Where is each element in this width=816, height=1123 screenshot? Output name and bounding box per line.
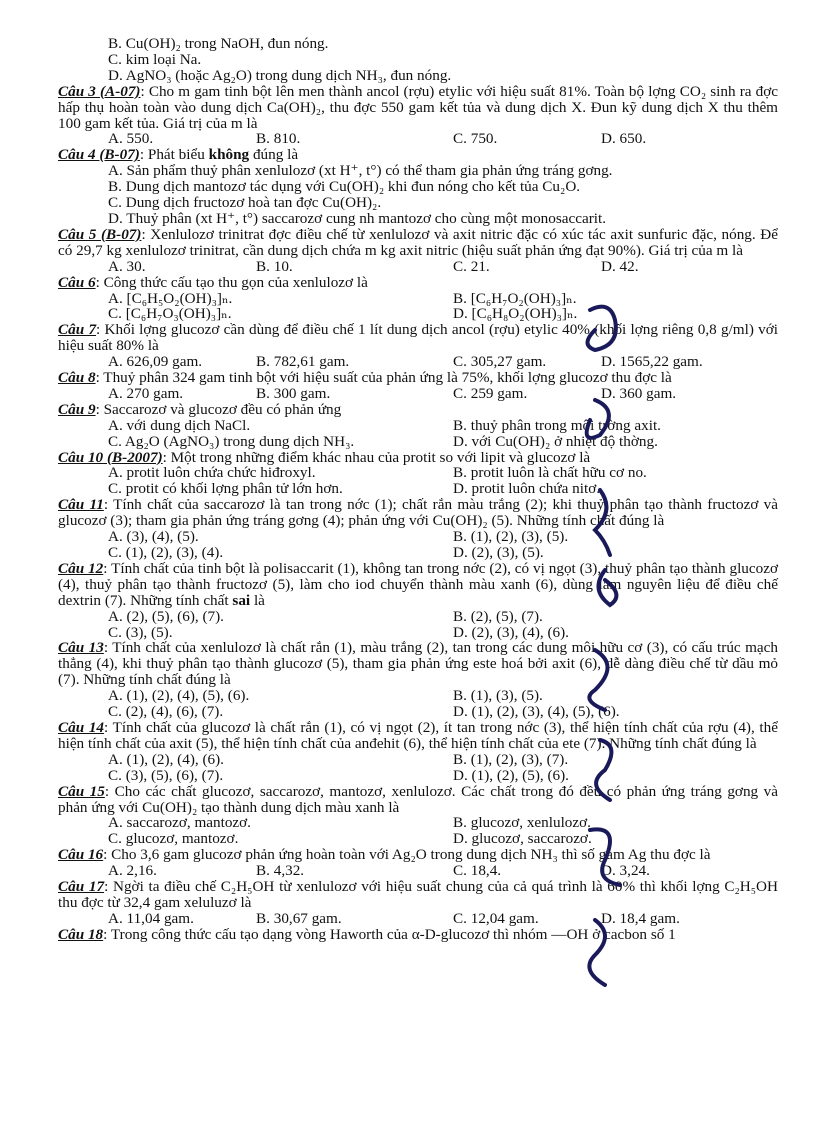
answer-row [58,386,778,402]
answer-option: B. glucozơ, xenlulozơ. [453,814,591,832]
question-label: Câu 14 [58,718,105,736]
answer-row [58,418,778,434]
question-label: Câu 8 [58,369,96,387]
question-text: : Saccarozơ và glucozơ đều có phản ứng [95,400,342,418]
question-label: Câu 13 [58,639,104,657]
answer-option: B. 810. [256,130,301,148]
keyword: sai [232,591,251,609]
answer-option: A. (1), (2), (4), (6). [108,750,224,768]
answer-option: D. 1565,22 gam. [601,353,703,371]
answer-row [58,815,778,831]
question-label: Câu 3 (A-07) [58,82,141,100]
question-text: : Phát biểu [139,146,209,164]
answer-option: D. Thuỷ phân (xt H⁺, t°) saccarozơ cung nh mantozơ cho cùng một monosaccarit. [108,209,607,227]
question-label: Câu 9 [58,400,96,418]
answer-option: C. 18,4. [453,862,502,880]
question-text: : Cho 3,6 gam glucozơ phản ứng hoàn toàn với Ag₂O trong dung dịch NH₃ thì số gam Ag thu đợc là [103,846,711,864]
question-text: : Thuỷ phân 324 gam tinh bột với hiệu suất của phản ứng là 75%, khối lợng glucozơ thu đợc là [95,369,672,387]
answer-option: D. (1), (2), (3), (4), (5), (6). [453,703,620,721]
answer-option: B. thuỷ phân trong môi trờng axit. [453,416,661,434]
answer-option: D. 650. [601,130,647,148]
question [58,497,778,529]
question [58,720,778,752]
question-text: : Công thức cấu tạo thu gọn của xenlulozơ là [95,273,368,291]
answer-row [58,688,778,704]
answer-option: A. (3), (4), (5). [108,528,199,546]
answer-option: A. [C₆H₅O₂(OH)₃]ₙ. [108,289,233,307]
answer-option: C. 750. [453,130,498,148]
answer-option: A. 30. [108,257,146,275]
answer-option: A. 626,09 gam. [108,353,203,371]
question [58,147,778,163]
answer-option: B. (1), (3), (5). [453,687,543,705]
question-text: : Ngời ta điều chế C₂H₅OH từ xenlulozơ với hiệu suất chung của cả quá trình là 60% thì khối lợng C₂H₅OH thu đợc từ 32,4 gam xeluluzơ là [58,878,778,911]
answer-option: D. 42. [601,257,639,275]
question-label: Câu 12 [58,559,104,577]
answer-option: C. (2), (4), (6), (7). [108,703,224,721]
answer-option: A. 270 gam. [108,384,184,402]
question-label: Câu 15 [58,782,105,800]
answer-option: A. (2), (5), (6), (7). [108,607,224,625]
question-label: Câu 5 (B-07) [58,225,142,243]
intro-option: C. kim loại Na. [108,50,202,68]
question [58,847,778,863]
question-label: Câu 10 (B-2007) [58,448,163,466]
question [58,275,778,291]
answer-row [58,434,778,450]
answer-option: D. với Cu(OH)₂ ở nhiệt độ thờng. [453,432,658,450]
question-text: : Khối lợng glucozơ cần dùng để điều chế 1 lít dung dịch ancol (rợu) etylic 40% (khối lợng riêng 0,8 g/ml) với hiệu suất 80% là [58,321,779,355]
answer-row [58,609,778,625]
answer-option: A. saccarozơ, mantozơ. [108,814,251,832]
answer-option: D. 360 gam. [601,384,677,402]
question [58,879,778,911]
question-label: Câu 17 [58,878,105,896]
question [58,640,778,688]
answer-option: D. (2), (3), (5). [453,544,544,561]
answer-option: A. 550. [108,130,154,148]
question-text: : Tính chất của glucozơ là chất rắn (1), có vị ngọt (2), ít tan trong nớc (3), thể hiện tính chất của rợu (4), thể hiện tính chất của axit (5), thể hiện tính chất của anđehit (6), thể hiện tính chất của ete (7). Những tính chất đúng là [58,718,778,752]
answer-option: D. 3,24. [601,862,650,880]
answer-option: B. (1), (2), (3), (7). [453,750,569,768]
question [58,84,778,132]
answer-row [58,768,778,784]
keyword: không [208,146,250,164]
question-label: Câu 4 (B-07) [58,146,140,164]
question-label: Câu 6 [58,273,96,291]
question [58,322,778,354]
answer-row [58,259,778,275]
question [58,784,778,816]
answer-option: B. (1), (2), (3), (5). [453,528,569,546]
question [58,561,778,609]
question [58,402,778,418]
answer-option: B. [C₆H₇O₂(OH)₃]ₙ. [453,289,577,307]
answer-row [58,704,778,720]
intro-option: B. Cu(OH)₂ trong NaOH, đun nóng. [108,35,329,52]
answer-option: B. Dung dịch mantozơ tác dụng với Cu(OH)₂ khi đun nóng cho kết tủa Cu₂O. [108,178,581,196]
question-text: : Cho các chất glucozơ, saccarozơ, mantozơ, xenlulozơ. Các chất trong đó đều có phản ứng tráng gơng và phản ứng với Cu(OH)₂ tạo thành dung dịch màu xanh là [58,782,778,816]
answer-option: D. 18,4 gam. [601,909,680,927]
answer-option: C. (1), (2), (3), (4). [108,544,224,561]
question-label: Câu 16 [58,846,104,864]
answer-option: C. (3), (5), (6), (7). [108,766,224,784]
document-page [58,36,778,943]
answer-option: A. 2,16. [108,862,157,880]
answer-option: D. protit luôn chứa nitơ. [453,480,601,498]
answer-row [58,465,778,481]
answer-option: A. Sản phẩm thuỷ phân xenlulozơ (xt H⁺, t°) có thể tham gia phản ứng tráng gơng. [108,162,613,180]
question-text: : Một trong những điểm khác nhau của protit so với lipit và glucozơ là [162,448,591,466]
answer-option: B. 10. [256,257,293,275]
answer-option: B. (2), (5), (7). [453,607,543,625]
answer-option: C. [C₆H₇O₃(OH)₃]ₙ. [108,305,232,323]
answer-row [58,529,778,545]
intro-option: D. AgNO₃ (hoặc Ag₂O) trong dung dịch NH₃, đun nóng. [108,66,452,84]
answer-option: C. 21. [453,257,490,275]
answer-row [58,863,778,879]
answer-row [58,625,778,641]
answer-row [58,911,778,927]
answer-option: B. 782,61 gam. [256,353,350,371]
answer-row [58,481,778,497]
answer-option: B. 30,67 gam. [256,909,342,927]
question [58,227,778,259]
answer-row [58,291,778,307]
answer-option: A. (1), (2), (4), (5), (6). [108,687,250,705]
answer-row [58,306,778,322]
answer-option: C. Ag₂O (AgNO₃) trong dung dịch NH₃. [108,432,355,450]
answer-option: C. (3), (5). [108,623,173,641]
answer-option: D. (1), (2), (5), (6). [453,766,569,784]
answer-row [58,752,778,768]
answer-row [58,831,778,847]
answer-option: C. 12,04 gam. [453,909,539,927]
answer-option: C. 305,27 gam. [453,353,547,371]
answer-option: C. protit có khối lợng phân tử lớn hơn. [108,480,343,498]
answer-option: A. 11,04 gam. [108,909,194,927]
answer-option: C. Dung dịch fructozơ hoà tan đợc Cu(OH)₂. [108,194,382,212]
question-text: : Xenlulozơ trinitrat đợc điều chế từ xenlulozơ và axit nitric đặc có xúc tác axit sunfuric đặc, nóng. Để có 29,7 kg xenlulozơ trinitrat, cần dung dịch chứa m kg axit nitric (hiệu suất phản ứng đạt 90%). Giá trị của m là [58,225,778,259]
question-text: : Tính chất của tinh bột là polisaccarit (1), không tan trong nớc (2), có vị ngọt (3), thuỷ phân tạo thành glucozơ (4), thuỷ phân tạo thành fructozơ (5), làm cho iod chuyển thành màu xanh (6), dùng làm nguyên liệu để điều chế dextrin (7). Những tính chất [58,559,778,609]
question-label: Câu 7 [58,321,97,339]
question-text: : Tính chất của xenlulozơ là chất rắn (1), màu trắng (2), tan trong các dung môi hữu cơ (3), có cấu trúc mạch thẳng (4), khi thuỷ phân tạo thành glucozơ (5), tham gia phản ứng este hoá bởi axit (6), dễ dàng điều chế từ dầu mỏ (7). Những tính chất đúng là [58,639,778,689]
answer-row [58,354,778,370]
question [58,927,778,943]
answer-row [58,131,778,147]
question-text: là [250,591,265,609]
answer-option: B. 4,32. [256,862,305,880]
question-text: : Cho m gam tinh bột lên men thành ancol (rợu) etylic với hiệu suất 81%. Toàn bộ lợng CO₂ sinh ra đợc hấp thụ hoàn toàn vào dung dịch Ca(OH)₂, thu đợc 550 gam kết tủa và dung dịch X. Đun kỹ dung dịch X thu thêm 100 gam kết tủa. Giá trị của m là [58,82,778,132]
answer-option: B. 300 gam. [256,384,331,402]
answer-option: C. 259 gam. [453,384,528,402]
answer-option: B. protit luôn là chất hữu cơ no. [453,464,647,482]
answer-option: A. với dung dịch NaCl. [108,416,251,434]
question-text: đúng là [249,146,299,164]
question-label: Câu 11 [58,496,104,514]
answer-option: D. glucozơ, saccarozơ. [453,830,592,848]
question-text: : Trong công thức cấu tạo dạng vòng Haworth của α-D-glucozơ thì nhóm —OH ở cacbon số 1 [103,925,676,943]
question-label: Câu 18 [58,925,104,943]
answer-option: D. (2), (3), (4), (6). [453,623,569,641]
question-text: : Tính chất của saccarozơ là tan trong nớc (1); chất rắn màu trắng (2); khi thuỷ phân tạo thành fructozơ và glucozơ (3); tham gia phản ứng tráng gơng (4); phản ứng với Cu(OH)₂ (5). Những tính chất đúng là [58,496,778,530]
answer-option: A. protit luôn chứa chức hiđroxyl. [108,464,316,482]
answer-option: C. glucozơ, mantozơ. [108,830,239,848]
answer-option: D. [C₆H₈O₂(OH)₃]ₙ. [453,305,578,323]
answer-row [58,545,778,561]
question [58,450,778,466]
question [58,370,778,386]
